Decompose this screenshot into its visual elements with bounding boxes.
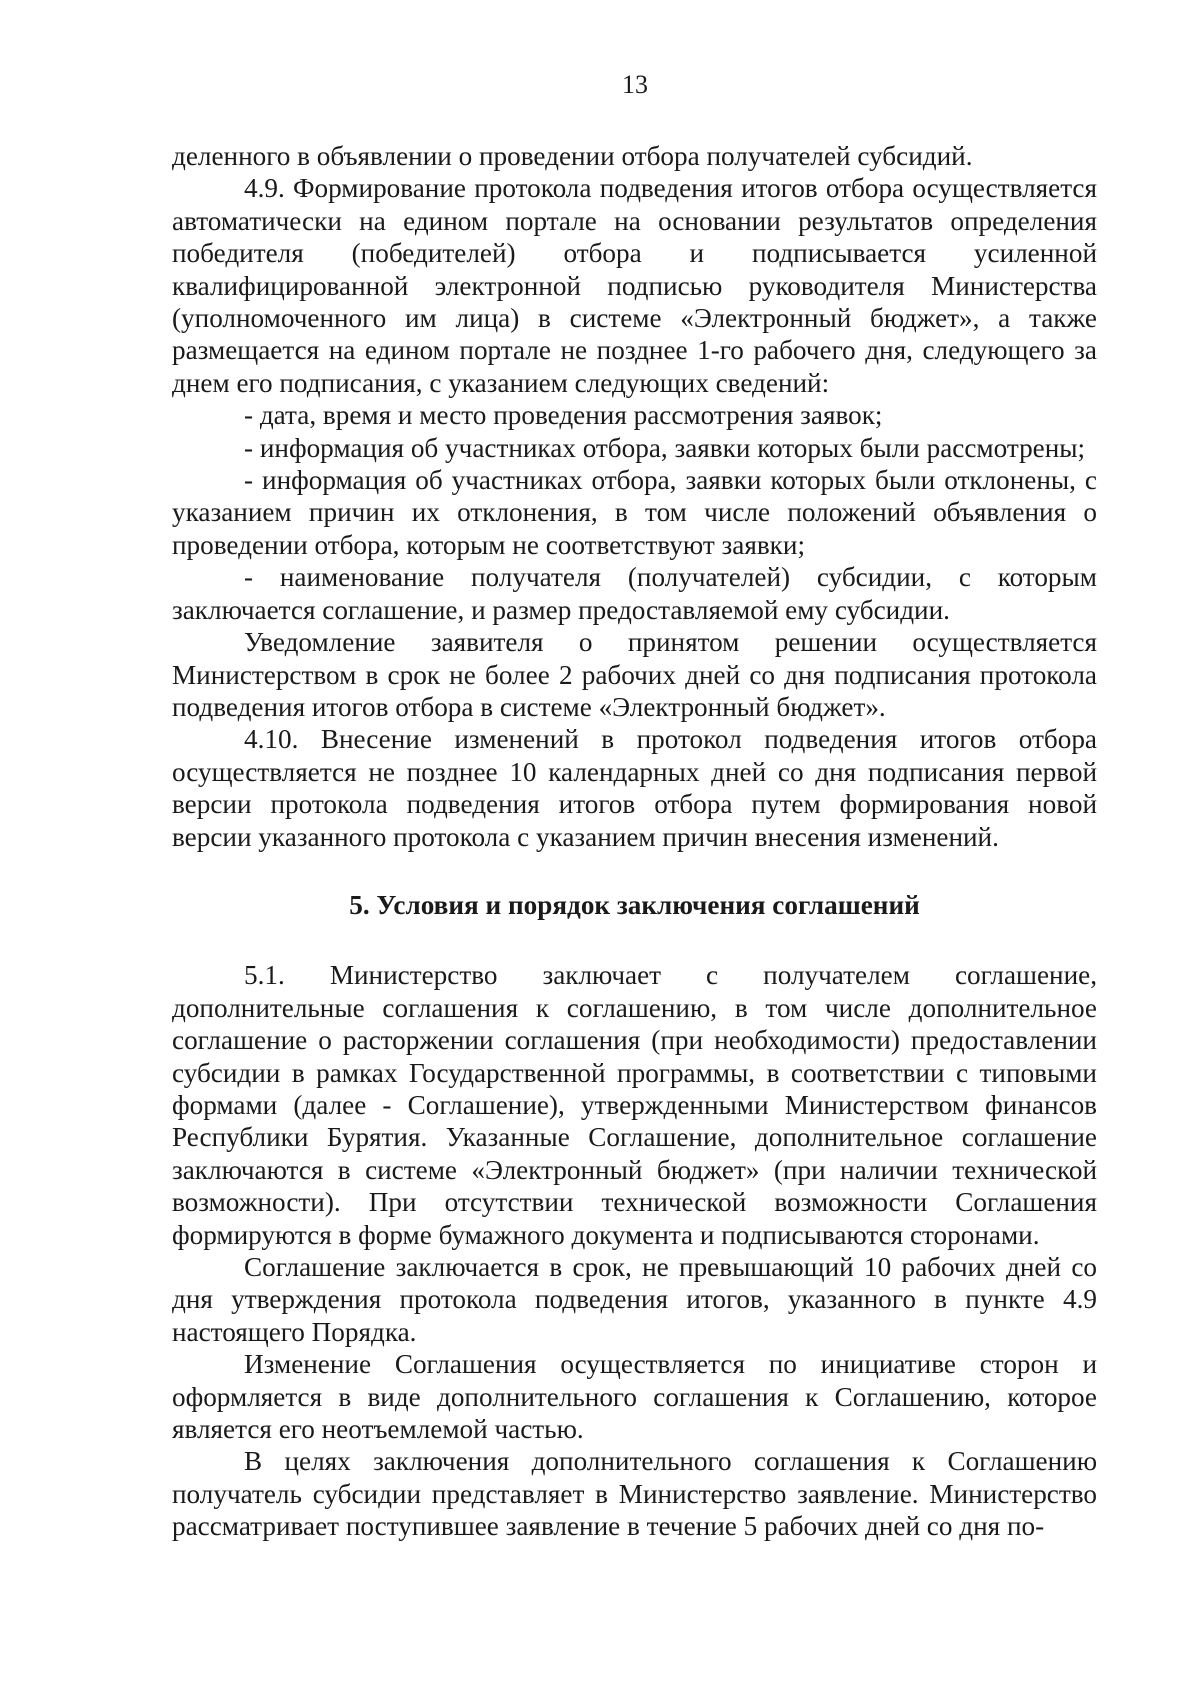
section-heading: 5. Условия и порядок заключения соглашений: [349, 889, 920, 920]
page-number: 13: [622, 70, 648, 99]
document-body: [172, 140, 1097, 1543]
paragraph-4-10: 4.10. Внесение изменений в протокол подведения итогов отбора осуществляется не позднее 10 календарных дней со дня подписания первой версии протокола подведения итогов отбора путем формирования новой версии указанного протокола с указанием причин внесения изменений.: [172, 724, 1097, 852]
paragraph-continuation: деленного в объявлении о проведении отбора получателей субсидий.: [172, 141, 973, 171]
list-item: - информация об участниках отбора, заявки которых были рассмотрены;: [244, 432, 1086, 463]
list-item: - дата, время и место проведения рассмотрения заявок;: [244, 400, 883, 431]
paragraph-term: Соглашение заключается в срок, не превышающий 10 рабочих дней со дня утверждения протокола подведения итогов, указанного в пункте 4.9 настоящего Порядка.: [172, 1252, 1097, 1347]
paragraph-additional: В целях заключения дополнительного соглашения к Соглашению получатель субсидии представляет в Министерство заявление. Министерство рассматривает поступившее заявление в течение 5 рабочих дней со дня по-: [172, 1446, 1097, 1542]
paragraph-change: Изменение Соглашения осуществляется по инициативе сторон и оформляется в виде дополнительного соглашения к Соглашению, которое является его неотъемлемой частью.: [172, 1349, 1097, 1445]
paragraph-notice: Уведомление заявителя о принятом решении осуществляется Министерством в срок не более 2 рабочих дней со дня подписания протокола подведения итогов отбора в системе «Электронный бюджет».: [172, 627, 1097, 722]
list-item: - информация об участниках отбора, заявки которых были отклонены, с указанием причин их отклонения, в том числе положений объявления о проведении отбора, которым не соответствуют заявки;: [172, 465, 1097, 560]
paragraph-5-1: 5.1. Министерство заключает с получателем соглашение, дополнительные соглашения к соглашению, в том числе дополнительное соглашение о расторжении соглашения (при необходимости) предоставлении субсидии в рамках Государственной программы, в соответствии с типовыми формами (далее - Соглашение), утвержденными Министерством финансов Республики Бурятия. Указанные Соглашение, дополнительное соглашение заключаются в системе «Электронный бюджет» (при наличии технической возможности). При отсутствии технической возможности Соглашения формируются в форме бумажного документа и подписываются сторонами.: [172, 960, 1097, 1250]
list-item: - наименование получателя (получателей) субсидии, с которым заключается соглашение, и размер предоставляемой ему субсидии.: [172, 562, 1097, 625]
paragraph-4-9: 4.9. Формирование протокола подведения итогов отбора осуществляется автоматически на едином портале на основании результатов определения победителя (победителей) отбора и подписывается усиленной квалифицированной электронной подписью руководителя Министерства (уполномоченного им лица) в системе «Электронный бюджет», а также размещается на едином портале не позднее 1-го рабочего дня, следующего за днем его подписания, с указанием следующих сведений:: [172, 173, 1097, 398]
